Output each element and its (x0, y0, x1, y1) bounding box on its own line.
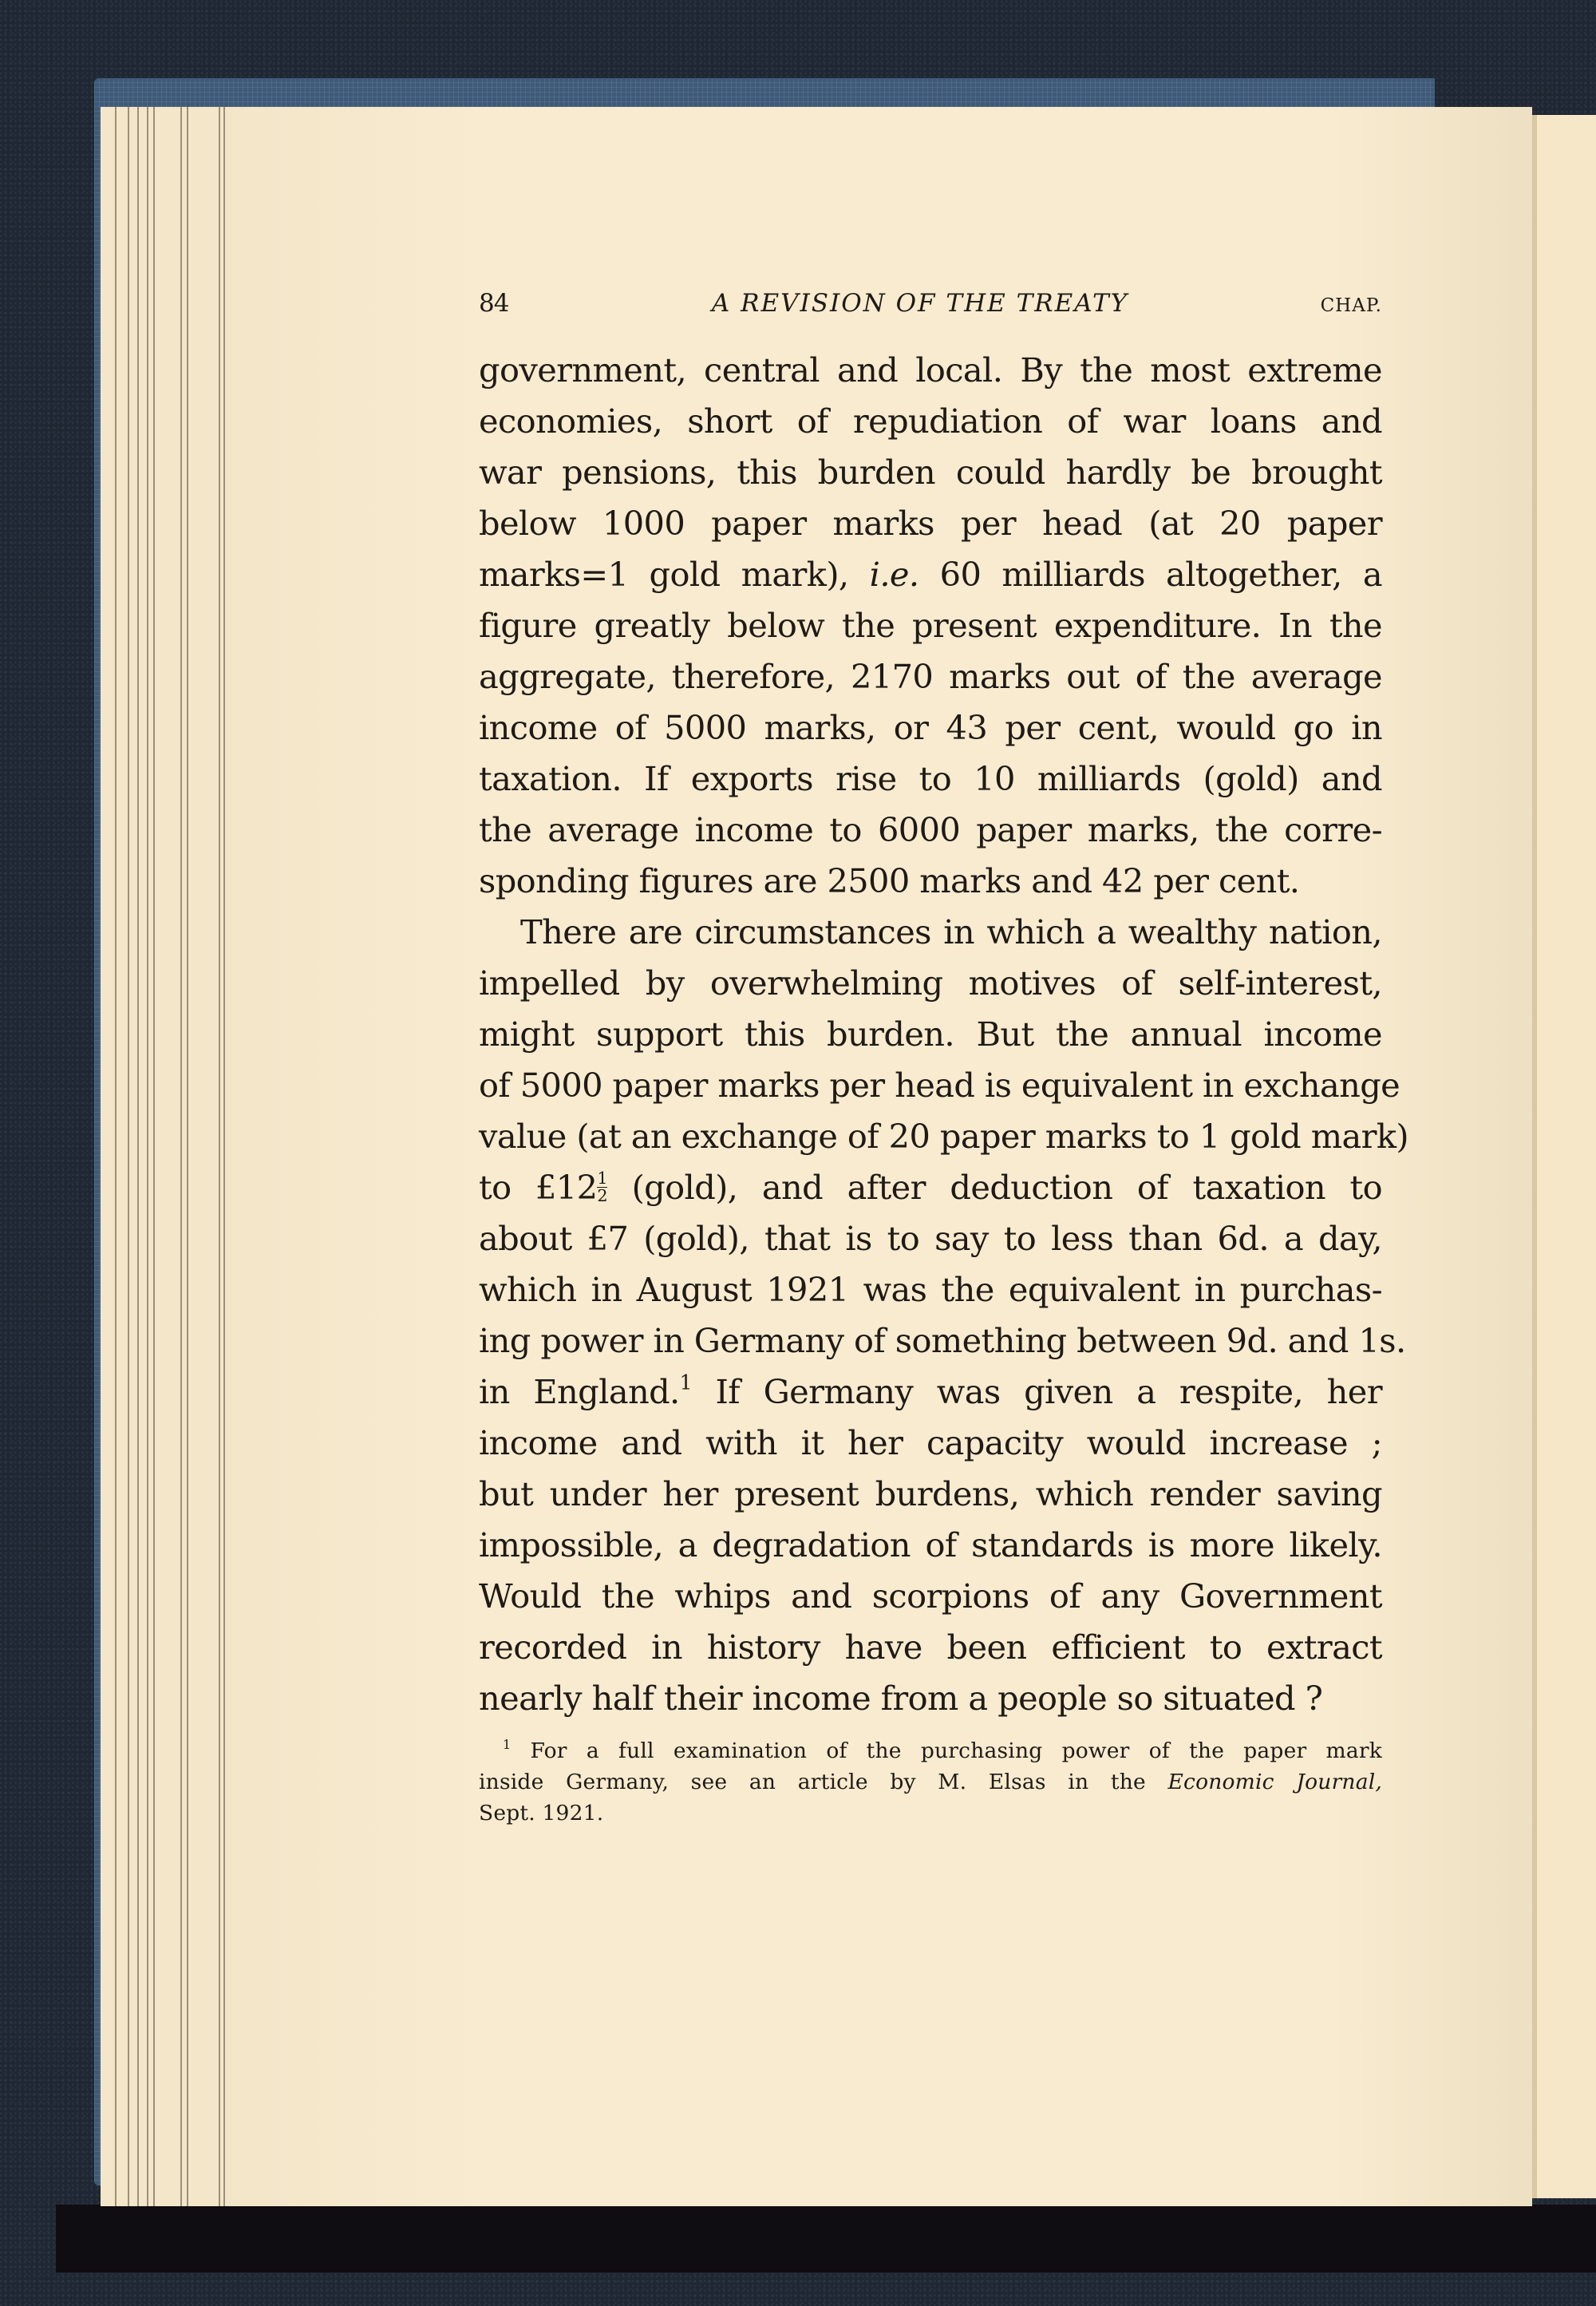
text-segment: (gold), and after deduction of taxation to (607, 1168, 1382, 1207)
footnote (479, 1735, 1382, 1829)
footnote-marker: 1 (503, 1736, 512, 1752)
text-line: might support this burden. But the annual income (479, 1015, 1382, 1054)
text-line: There are circumstances in which a wealthy nation, (520, 912, 1382, 951)
page-edge (115, 107, 117, 2206)
page-number: 84 (479, 289, 509, 318)
text-line: income and with it her capacity would increase ; (479, 1423, 1382, 1462)
text-line: Would the whips and scorpions of any Government (479, 1576, 1382, 1616)
text-line: ing power in Germany of something between 9d. and 1s. (479, 1321, 1406, 1360)
journal-title: Economic Journal, (1167, 1770, 1383, 1794)
page-edge (147, 107, 148, 2206)
book-bottom-shadow (56, 2205, 1596, 2272)
text-segment: For a full examination of the purchasing power of the paper mark (511, 1738, 1382, 1763)
page-edge (180, 107, 182, 2206)
text-line: sponding figures are 2500 marks and 42 per cent. (479, 861, 1300, 900)
running-title: A REVISION OF THE TREATY (711, 289, 1129, 318)
italic-abbreviation: i.e. (869, 555, 919, 594)
page-edge (187, 107, 188, 2206)
footnote-line (479, 1735, 1382, 1766)
text-line: government, central and local. By the most extreme (479, 350, 1382, 390)
text-line: war pensions, this burden could hardly be brought (479, 453, 1382, 492)
running-head (479, 289, 1382, 345)
text-line: aggregate, therefore, 2170 marks out of the average (479, 657, 1382, 696)
text-line: the average income to 6000 paper marks, the corre- (479, 810, 1382, 849)
text-line: value (at an exchange of 20 paper marks to 1 gold mark) (479, 1117, 1408, 1156)
page-edges-stack (101, 107, 228, 2206)
text-line (479, 549, 1382, 600)
text-segment: If Germany was given a respite, her (691, 1372, 1382, 1411)
text-line: economies, short of repudiation of war loans and (479, 401, 1382, 441)
text-line: about £7 (gold), that is to say to less than 6d. a day, (479, 1219, 1382, 1258)
text-segment: inside Germany, see an article by M. Elsas in the (479, 1770, 1168, 1794)
page-edge (128, 107, 129, 2206)
text-line (479, 1162, 1382, 1213)
text-line: below 1000 paper marks per head (at 20 paper (479, 504, 1382, 543)
text-segment: to £12 (479, 1168, 598, 1207)
page-text-block (479, 289, 1408, 1829)
text-line: recorded in history have been efficient to extract (479, 1628, 1382, 1667)
page-edge (137, 107, 139, 2206)
text-line: income of 5000 marks, or 43 per cent, would go in (479, 708, 1382, 747)
text-segment: marks=1 gold mark), (479, 555, 870, 594)
text-line: taxation. If exports rise to 10 milliards (gold) and (479, 759, 1382, 798)
text-line: impelled by overwhelming motives of self-interest, (479, 963, 1382, 1003)
text-line: of 5000 paper marks per head is equivalent in exchange (479, 1066, 1400, 1105)
page-edge (153, 107, 155, 2206)
text-segment: 60 milliards altogether, a (918, 555, 1382, 594)
paragraph-1 (479, 345, 1382, 907)
footnote-reference[interactable]: 1 (679, 1371, 692, 1394)
fraction-denominator: 2 (597, 1186, 608, 1206)
text-line: which in August 1921 was the equivalent in purchas- (479, 1270, 1382, 1309)
text-line: figure greatly below the present expenditure. In the (479, 606, 1382, 645)
fraction-numerator: 1 (597, 1169, 608, 1189)
fraction-half (597, 1170, 607, 1204)
paragraph-2 (479, 907, 1408, 1724)
facing-page-edge (1532, 115, 1596, 2198)
text-line: but under her present burdens, which render saving (479, 1474, 1382, 1513)
page-edge (219, 107, 220, 2206)
footnote-line: Sept. 1921. (479, 1801, 604, 1825)
chapter-marker: CHAP. (1320, 295, 1382, 316)
text-line (479, 1367, 1382, 1418)
text-line: impossible, a degradation of standards is more likely. (479, 1525, 1382, 1564)
text-segment: in England. (479, 1372, 680, 1411)
text-line: nearly half their income from a people so situated ? (479, 1679, 1323, 1718)
footnote-line (479, 1766, 1382, 1798)
